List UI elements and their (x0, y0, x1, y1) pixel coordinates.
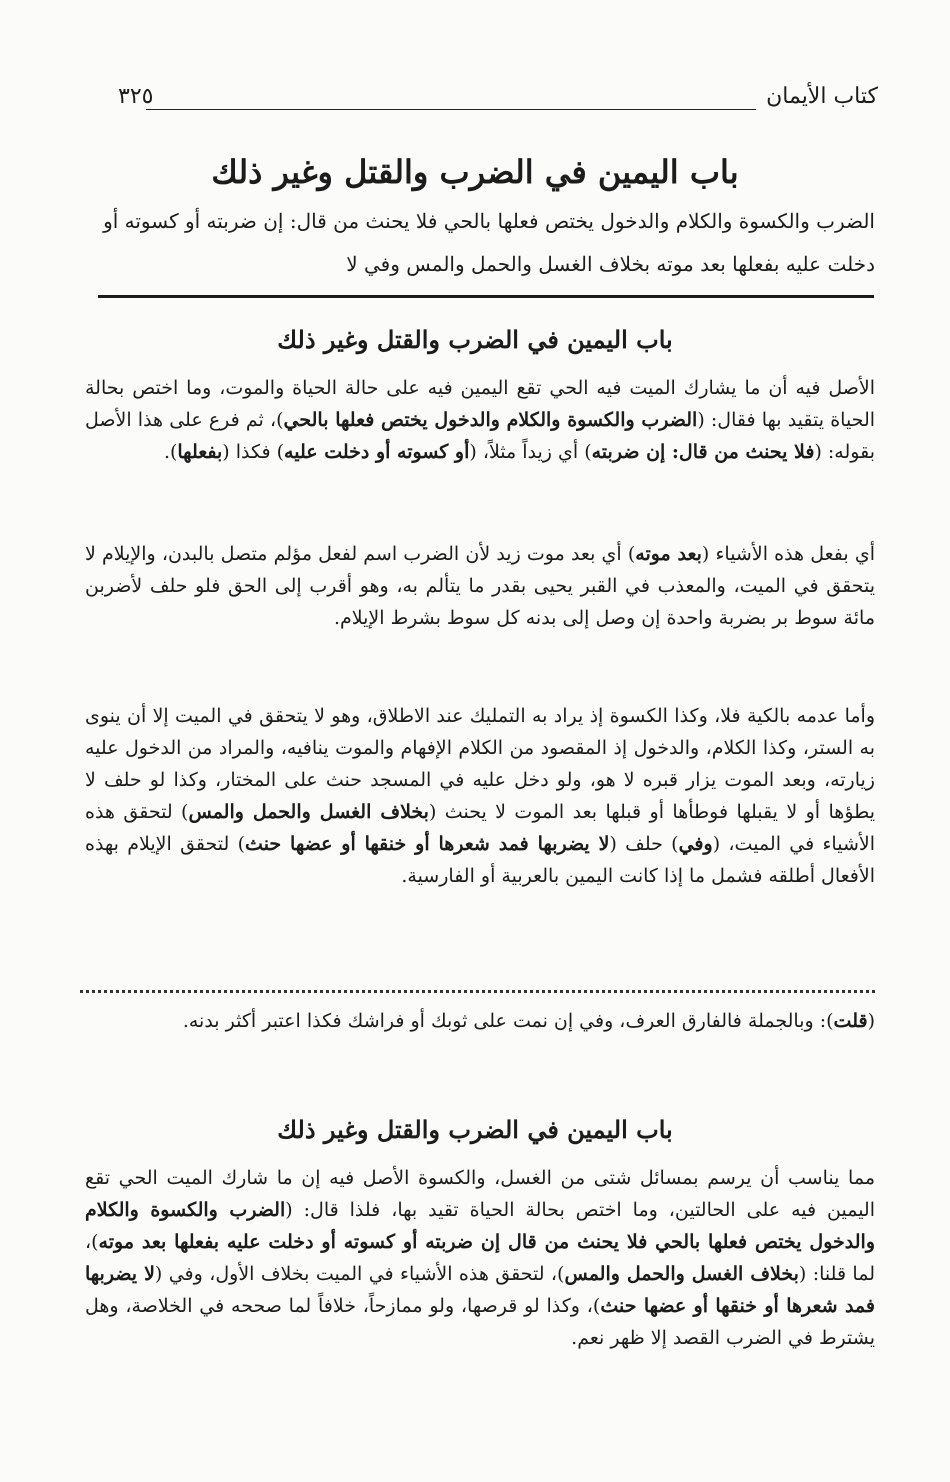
commentary1-title: باب اليمين في الضرب والقتل وغير ذلك (277, 325, 673, 354)
dotted-separator (80, 990, 875, 993)
commentary1-paragraph-1: الأصل فيه أن ما يشارك الميت فيه الحي تقع اليمين فيه على حالة الحياة والموت، وما اختص بحالة الحياة يتقيد بها فقال: (الضرب والكسوة والكلام والدخول يختص فعلها بالحي)، ثم فرع على هذا الأصل بقوله: (فلا يحنث من قال: إن ضربته) أي زيداً مثلاً، (أو كسوته أو دخلت عليه) فكذا (بفعلها). (85, 377, 876, 463)
commentary1-paragraph-3: وأما عدمه بالكية فلا، وكذا الكسوة إذ يراد به التمليك عند الاطلاق، وهو لا يتحقق في الميت إلا أن ينوى به الستر، وكذا الكلام، والدخول إذ المقصود من الكلام الإفهام والموت ينافيه، والمراد من الدخول عليه زيارته، وبعد الموت يزار قبره لا هو، ولو دخل عليه في المسجد حنث على المختار، وكذا لو حلف لا يطؤها أو لا يقبلها فوطأها أو قبلها بعد الموت لا يحنث (بخلاف الغسل والحمل والمس) لتحقق هذه الأشياء في الميت، (وفي) حلف (لا يضربها فمد شعرها أو خنقها أو عضها حنث) لتحقق الإيلام بهذه الأفعال أطلقه فشمل ما إذا كانت اليمين بالعربية أو الفارسية. (85, 705, 876, 887)
page-number: ٣٢٥ (118, 84, 154, 109)
header-rule (146, 109, 756, 110)
commentary2-paragraph-1: مما يناسب أن يرسم بمسائل شتى من الغسل، والكسوة الأصل فيه إن ما شارك الميت الحي تقع اليمين فيه على الحالتين، وما اختص بحالة الحياة تقيد بها، فلذا قال: (الضرب والكسوة والكلام والدخول يختص فعلها بالحي فلا يحنث من قال إن ضربته أو كسوته أو دخلت عليه بفعلها بعد موته)، لما قلنا: (بخلاف الغسل والحمل والمس)، لتحقق هذه الأشياء في الميت بخلاف الأول، وفي (لا يضربها فمد شعرها أو خنقها أو عضها حنث)، وكذا لو قرصها، ولو ممازحاً، خلافاً لما صححه في الخلاصة، وهل يشترط في الضرب القصد إلا ظهر نعم. (85, 1167, 875, 1349)
book-title: كتاب الأيمان (766, 84, 878, 109)
matn-text: الضرب والكسوة والكلام والدخول يختص فعلها بالحي فلا يحنث من قال: إن ضربته أو كسوته أو دخلت عليه بفعلها بعد موته بخلاف الغسل والحمل والمس وفي لا (103, 209, 875, 276)
matn-separator-rule (98, 295, 874, 298)
running-header (118, 84, 878, 124)
note-label: قلت (833, 1010, 868, 1032)
chapter-title: باب اليمين في الضرب والقتل وغير ذلك (211, 153, 739, 191)
commentary2-title: باب اليمين في الضرب والقتل وغير ذلك (277, 1115, 673, 1144)
commentary1-paragraph-2: أي بفعل هذه الأشياء (بعد موته) أي بعد موت زيد لأن الضرب اسم لفعل مؤلم متصل بالبدن، والإيلام لا يتحقق في الميت، والمعذب في القبر يحيى بقدر ما يتألم به، وهو أقرب إلى الحق فلو حلف لأضربن مائة سوط بر بضربة واحدة إن وصل إلى بدنه كل سوط بشرط الإيلام. (85, 543, 875, 629)
note-paragraph: (قلت): وبالجملة فالفارق العرف، وفي إن نمت على ثوبك أو فراشك فكذا اعتبر أكثر بدنه. (182, 1010, 875, 1032)
